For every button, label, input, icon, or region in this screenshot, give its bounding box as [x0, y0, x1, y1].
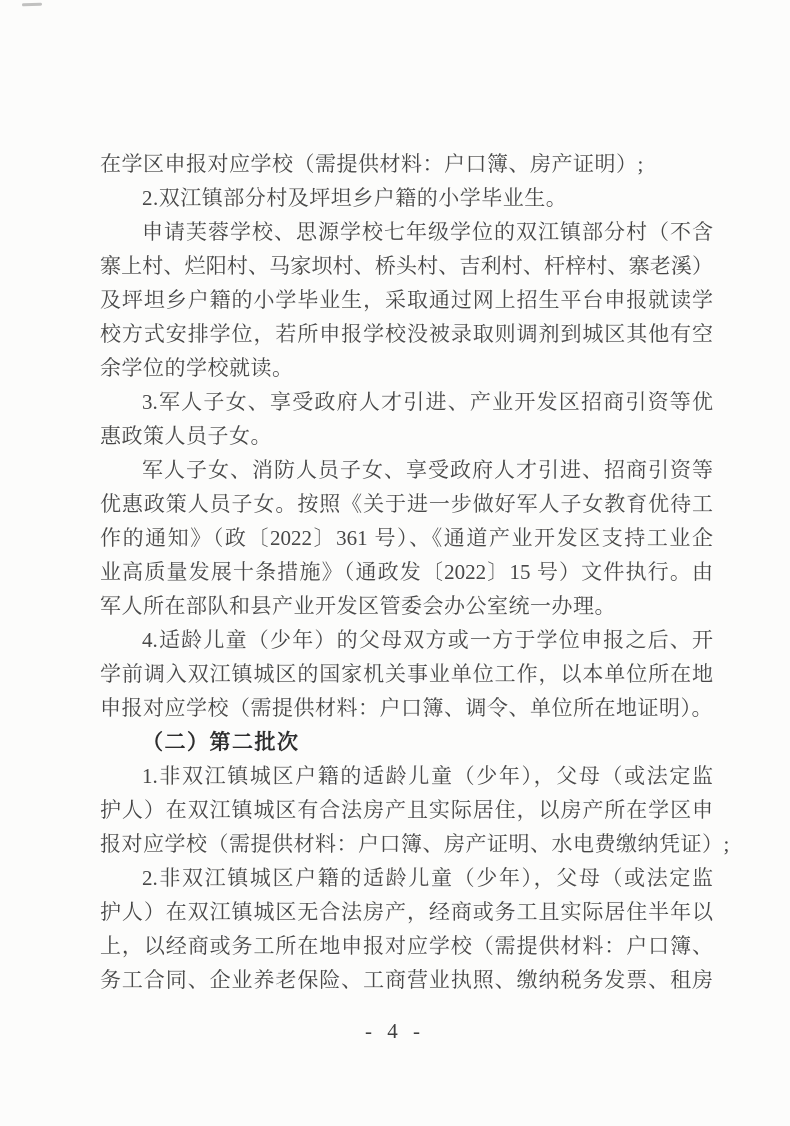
- text-line: 1.非双江镇城区户籍的适龄儿童（少年），父母（或法定监: [142, 764, 713, 788]
- text-line: 军人子女、消防人员子女、享受政府人才引进、招商引资等: [142, 458, 713, 482]
- text-line: 校方式安排学位，若所申报学校没被录取则调剂到城区其他有空: [100, 322, 713, 346]
- text-line: 上，以经商或务工所在地申报对应学校（需提供材料：户口簿、: [100, 934, 713, 958]
- text-line: 2.双江镇部分村及坪坦乡户籍的小学毕业生。: [142, 186, 568, 210]
- text-line: 4.适龄儿童（少年）的父母双方或一方于学位申报之后、开: [142, 628, 713, 652]
- text-line: 优惠政策人员子女。按照《关于进一步做好军人子女教育优待工: [100, 492, 713, 516]
- text-line: 申报对应学校（需提供材料：户口簿、调令、单位所在地证明）。: [100, 696, 713, 720]
- text-line: 报对应学校（需提供材料：户口簿、房产证明、水电费缴纳凭证）;: [100, 832, 730, 856]
- text-line: 申请芙蓉学校、思源学校七年级学位的双江镇部分村（不含: [142, 220, 713, 244]
- text-line: 护人）在双江镇城区有合法房产且实际居住，以房产所在学区申: [100, 798, 713, 822]
- text-line: 在学区申报对应学校（需提供材料：户口簿、房产证明）;: [100, 152, 644, 176]
- page-number: - 4 -: [365, 1019, 425, 1043]
- text-line: 惠政策人员子女。: [100, 424, 272, 448]
- text-line: 寨上村、烂阳村、马家坝村、桥头村、吉利村、杆梓村、寨老溪）: [100, 254, 713, 278]
- text-line: 务工合同、企业养老保险、工商营业执照、缴纳税务发票、租房: [100, 968, 713, 992]
- text-line: 业高质量发展十条措施》（通政发〔2022〕15 号）文件执行。由: [100, 560, 713, 584]
- document-body: [100, 147, 730, 997]
- text-line: 学前调入双江镇城区的国家机关事业单位工作，以本单位所在地: [100, 662, 713, 686]
- text-line: 作的通知》（政〔2022〕361 号）、《通道产业开发区支持工业企: [100, 526, 713, 550]
- text-line: 护人）在双江镇城区无合法房产，经商或务工且实际居住半年以: [100, 900, 713, 924]
- text-line: 余学位的学校就读。: [100, 356, 294, 380]
- text-line: 3.军人子女、享受政府人才引进、产业开发区招商引资等优: [142, 390, 713, 414]
- scan-artifact: [22, 3, 42, 7]
- text-line: 军人所在部队和县产业开发区管委会办公室统一办理。: [100, 594, 616, 618]
- text-line: 及坪坦乡户籍的小学毕业生，采取通过网上招生平台申报就读学: [100, 288, 713, 312]
- section-heading: （二）第二批次: [142, 730, 300, 754]
- text-line: 2.非双江镇城区户籍的适龄儿童（少年），父母（或法定监: [142, 866, 713, 890]
